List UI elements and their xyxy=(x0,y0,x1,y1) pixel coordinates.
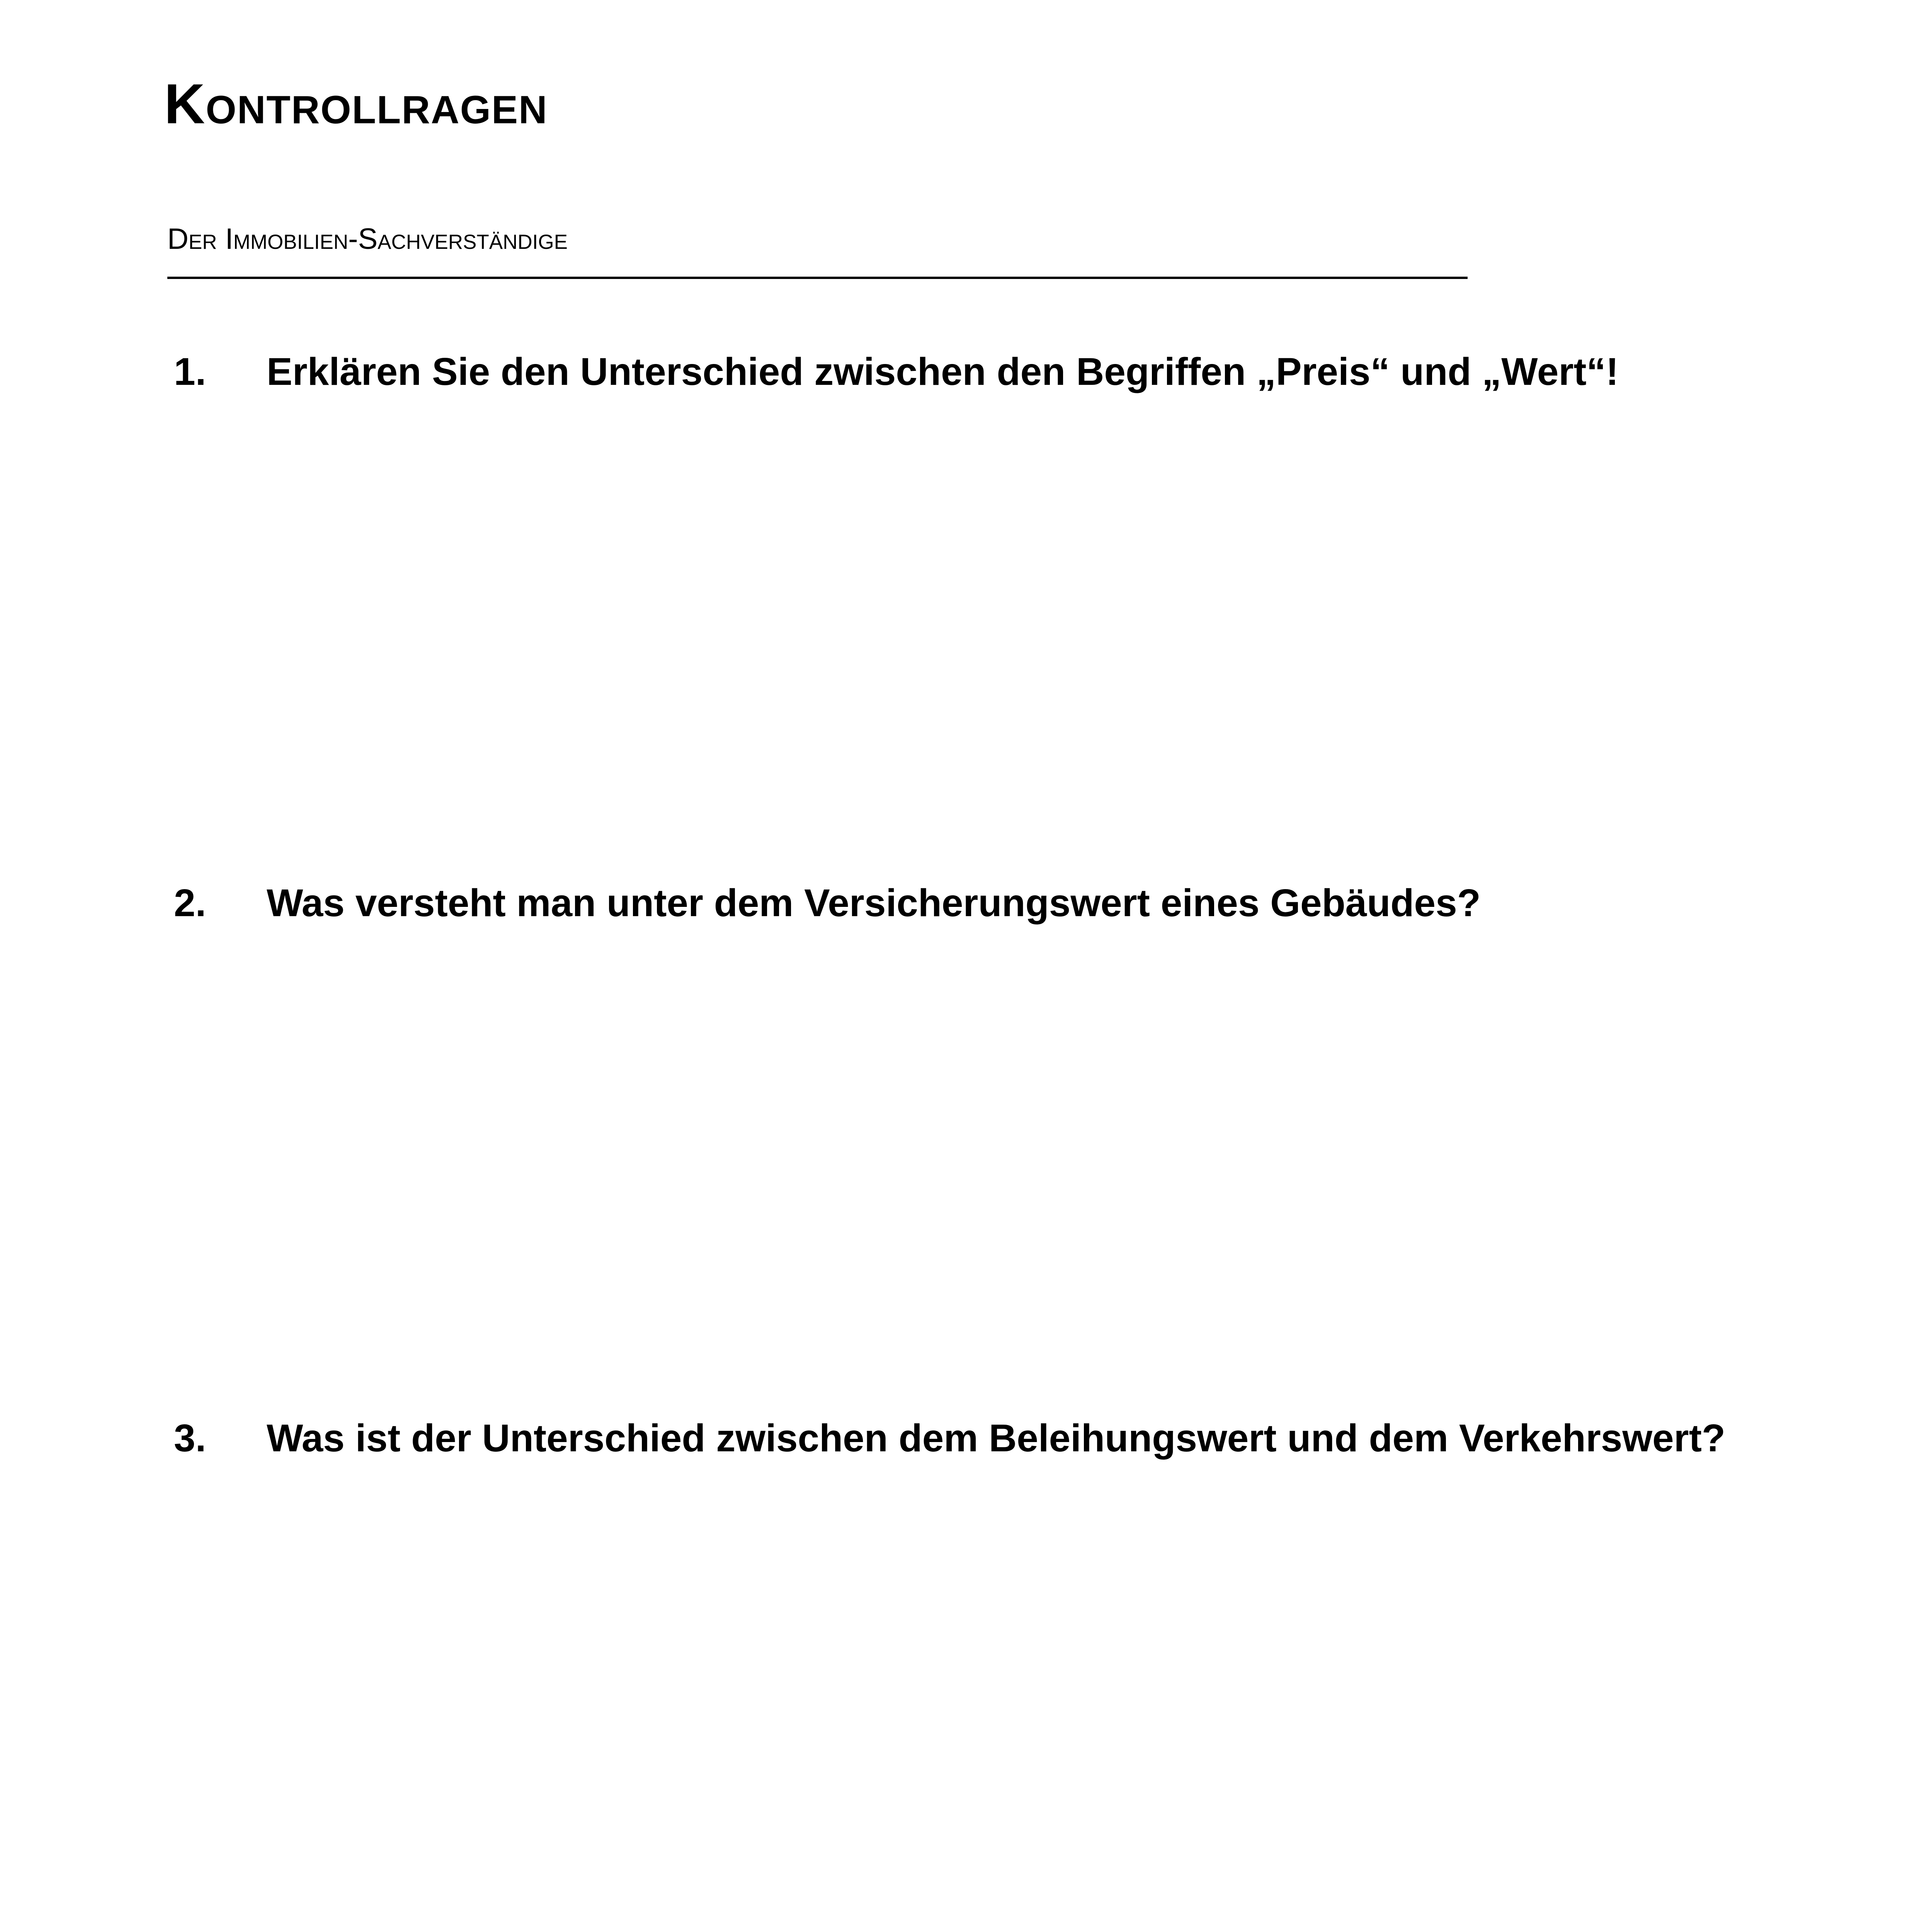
question-text: Was versteht man unter dem Versicherungswert eines Gebäudes? xyxy=(267,881,1481,925)
question-item xyxy=(174,1416,1725,1461)
question-text: Was ist der Unterschied zwischen dem Beleihungswert und dem Verkehrswert? xyxy=(267,1417,1726,1460)
section-subtitle: Der Immobilien-Sachverständige xyxy=(167,223,568,255)
question-item xyxy=(174,881,1481,925)
question-number: 3. xyxy=(174,1417,206,1460)
page-title: Kontrollragen xyxy=(164,72,548,135)
question-item xyxy=(174,350,1619,394)
question-text: Erklären Sie den Unterschied zwischen den Begriffen „Preis“ und „Wert“! xyxy=(267,350,1619,393)
header-divider xyxy=(167,277,1468,279)
question-number: 1. xyxy=(174,350,206,393)
question-number: 2. xyxy=(174,881,206,925)
